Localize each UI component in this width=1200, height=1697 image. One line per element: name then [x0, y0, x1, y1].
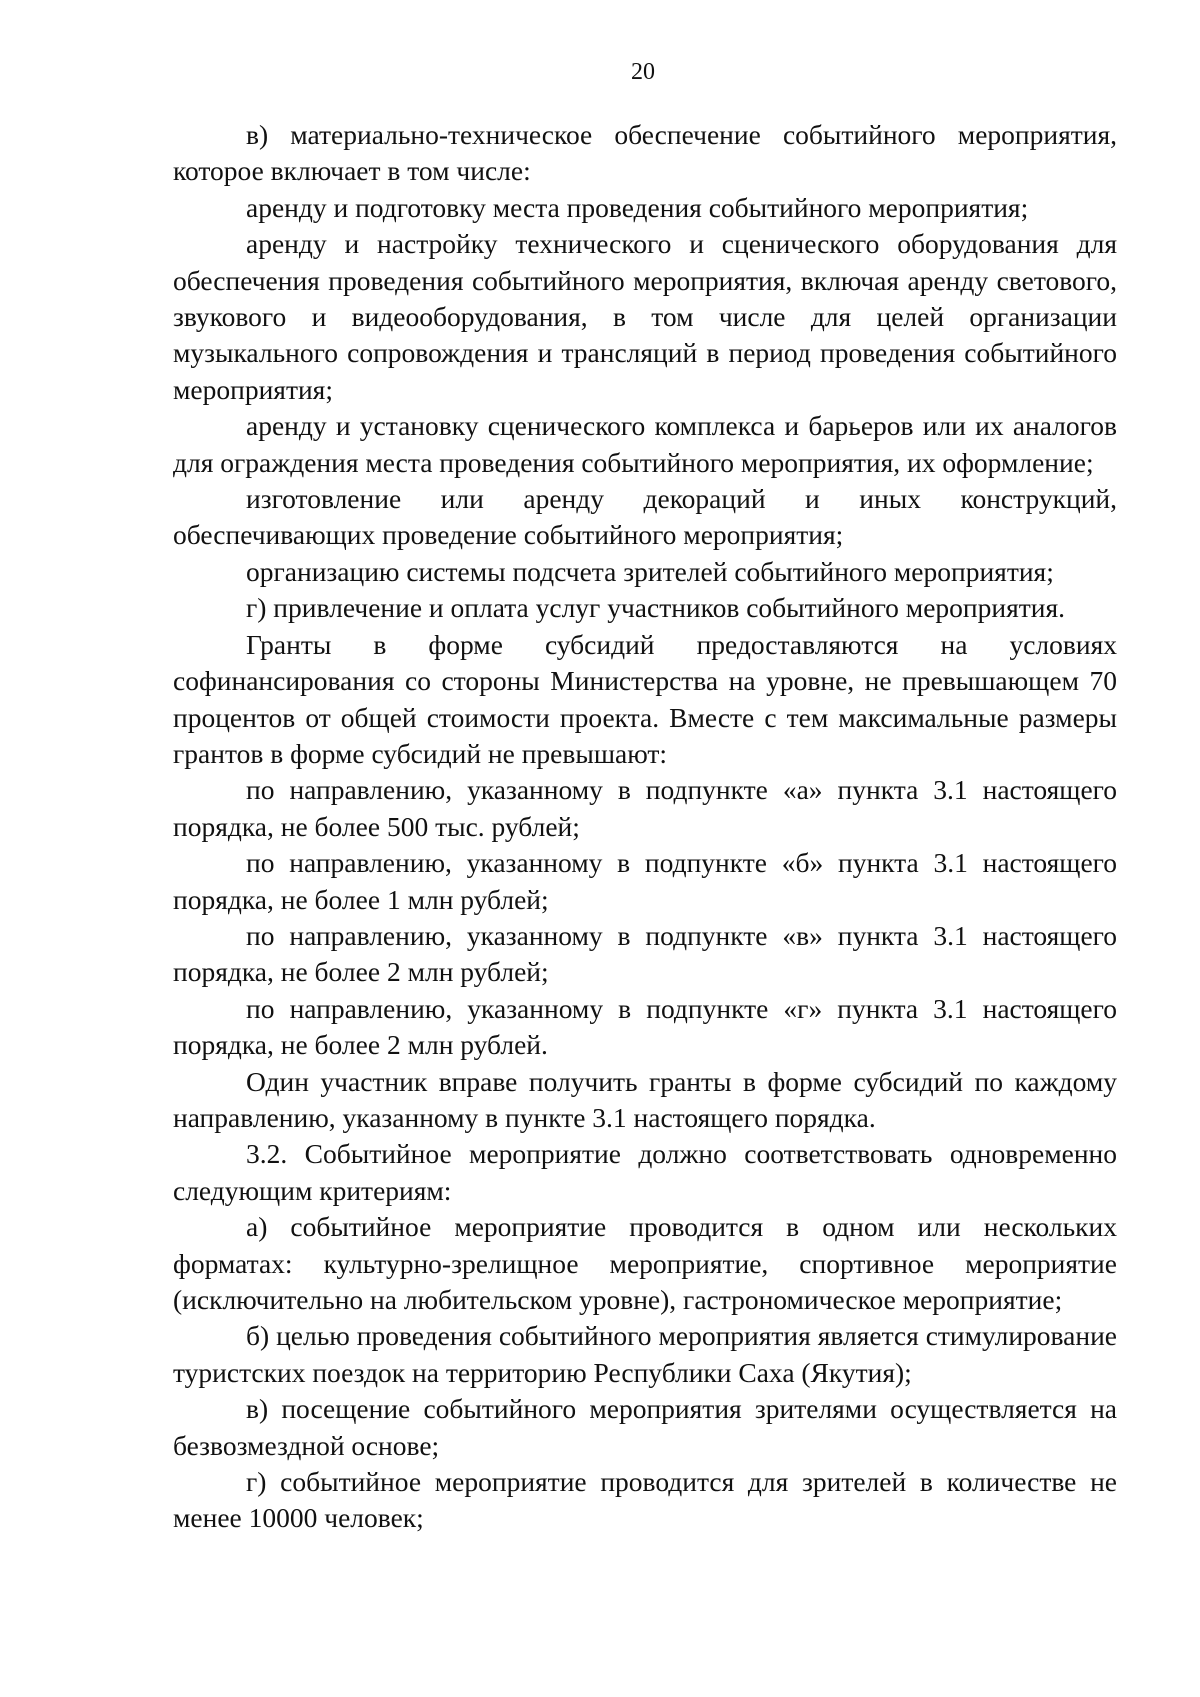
paragraph-stage-barriers: аренду и установку сценического комплекса и барьеров или их аналогов для ограждения места проведения событийного мероприятия, их оформление; [173, 410, 1117, 478]
paragraph-3-2-criteria: 3.2. Событийное мероприятие должно соответствовать одновременно следующим критериям: [173, 1138, 1117, 1206]
paragraph-criterion-g: г) событийное мероприятие проводится для зрителей в количестве не менее 10000 человек; [173, 1466, 1117, 1534]
document-body [173, 117, 1117, 1537]
paragraph-limit-v: по направлению, указанному в подпункте «в» пункта 3.1 настоящего порядка, не более 2 млн рублей; [173, 919, 1117, 988]
paragraph-spectator-count-system: организацию системы подсчета зрителей событийного мероприятия; [246, 555, 1054, 587]
paragraph-equipment-rental: аренду и настройку технического и сценического оборудования для обеспечения проведения событийного мероприятия, включая аренду светового, звукового и видеооборудования, в том числе для целей организации музыкального сопровождения и трансляций в период проведения событийного мероприятия; [173, 228, 1117, 405]
paragraph-limit-b: по направлению, указанному в подпункте «б» пункта 3.1 настоящего порядка, не более 1 млн рублей; [173, 847, 1117, 915]
paragraph-criterion-b: б) целью проведения событийного мероприятия является стимулирование туристских поездок на территорию Республики Саха (Якутия); [173, 1320, 1117, 1388]
paragraph-criterion-a: а) событийное мероприятие проводится в одном или нескольких форматах: культурно-зрелищное мероприятие, спортивное мероприятие (исключительно на любительском уровне), гастрономическое мероприятие; [173, 1211, 1117, 1315]
paragraph-decorations: изготовление или аренду декораций и иных конструкций, обеспечивающих проведение событийного мероприятия; [173, 483, 1117, 551]
paragraph-grants-cofinancing: Гранты в форме субсидий предоставляются на условиях софинансирования со стороны Министерства на уровне, не превышающем 70 процентов от общей стоимости проекта. Вместе с тем максимальные размеры грантов в форме субсидий не превышают: [173, 628, 1117, 769]
paragraph-one-participant: Один участник вправе получить гранты в форме субсидий по каждому направлению, указанному в пункте 3.1 настоящего порядка. [173, 1065, 1117, 1133]
paragraph-criterion-v: в) посещение событийного мероприятия зрителями осуществляется на безвозмездной основе; [173, 1393, 1117, 1461]
paragraph-limit-a: по направлению, указанному в подпункте «а» пункта 3.1 настоящего порядка, не более 500 тыс. рублей; [173, 774, 1117, 842]
paragraph-limit-g: по направлению, указанному в подпункте «г» пункта 3.1 настоящего порядка, не более 2 млн рублей. [173, 992, 1117, 1061]
paragraph-venue-rental: аренду и подготовку места проведения событийного мероприятия; [246, 191, 1029, 223]
paragraph-g-participants: г) привлечение и оплата услуг участников событийного мероприятия. [246, 592, 1065, 624]
page-number: 20 [631, 59, 655, 85]
paragraph-v-material-support: в) материально-техническое обеспечение событийного мероприятия, которое включает в том числе: [173, 119, 1117, 187]
